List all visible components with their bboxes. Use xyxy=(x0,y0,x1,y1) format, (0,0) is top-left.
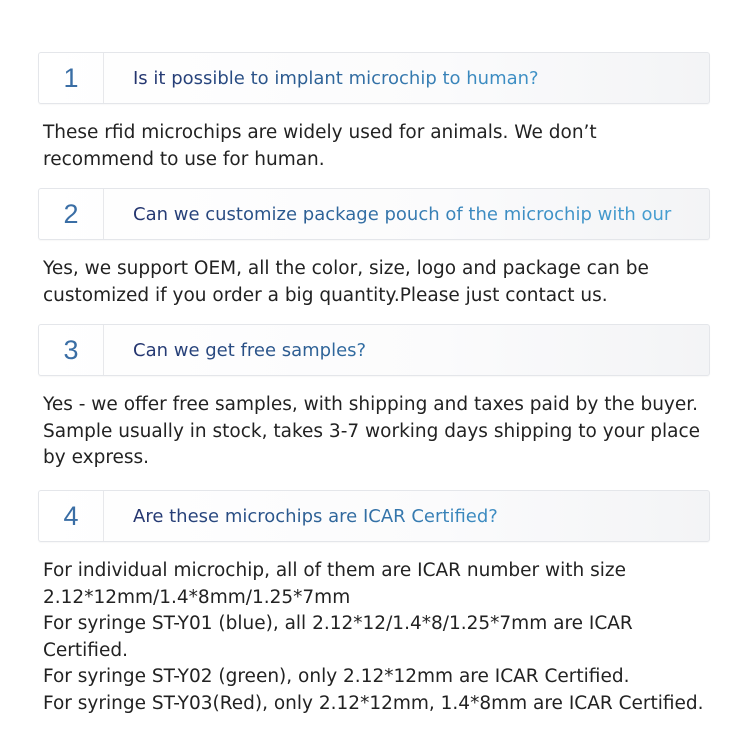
faq-answer-3 xyxy=(43,392,713,472)
faq-answer-4 xyxy=(43,558,713,717)
faq-question-4[interactable] xyxy=(38,490,710,542)
faq-number-1: 1 xyxy=(39,53,104,103)
faq-number-2: 2 xyxy=(39,189,104,239)
answer-paragraph: Yes, we support OEM, all the color, size, logo and package can be customized if you order a big quantity.Please just contact us. xyxy=(43,258,649,306)
faq-question-3[interactable] xyxy=(38,324,710,376)
faq-question-text-1: Is it possible to implant microchip to human? xyxy=(133,53,703,103)
faq-answer-2 xyxy=(43,256,713,309)
answer-paragraph: For syringe ST-Y01 (blue), all 2.12*12/1.4*8/1.25*7mm are ICAR Certified. xyxy=(43,613,633,661)
faq-question-text-4: Are these microchips are ICAR Certified? xyxy=(133,491,703,541)
faq-question-1[interactable] xyxy=(38,52,710,104)
faq-number-3: 3 xyxy=(39,325,104,375)
answer-paragraph: For syringe ST-Y02 (green), only 2.12*12mm are ICAR Certified. xyxy=(43,666,630,687)
faq-number-4: 4 xyxy=(39,491,104,541)
faq-question-text-3: Can we get free samples? xyxy=(133,325,703,375)
answer-paragraph: These rfid microchips are widely used for animals. We don’t recommend to use for human. xyxy=(43,122,597,170)
faq-question-2[interactable] xyxy=(38,188,710,240)
answer-paragraph: For syringe ST-Y03(Red), only 2.12*12mm, 1.4*8mm are ICAR Certified. xyxy=(43,692,704,714)
answer-paragraph: For individual microchip, all of them are ICAR number with size 2.12*12mm/1.4*8mm/1.25*7mm xyxy=(43,560,626,608)
answer-paragraph: Yes - we offer free samples, with shipping and taxes paid by the buyer. Sample usually in stock, takes 3-7 working days shipping to your place by express. xyxy=(43,394,701,468)
faq-question-text-2: Can we customize package pouch of the microchip with our xyxy=(133,189,703,239)
faq-answer-1 xyxy=(43,120,713,173)
